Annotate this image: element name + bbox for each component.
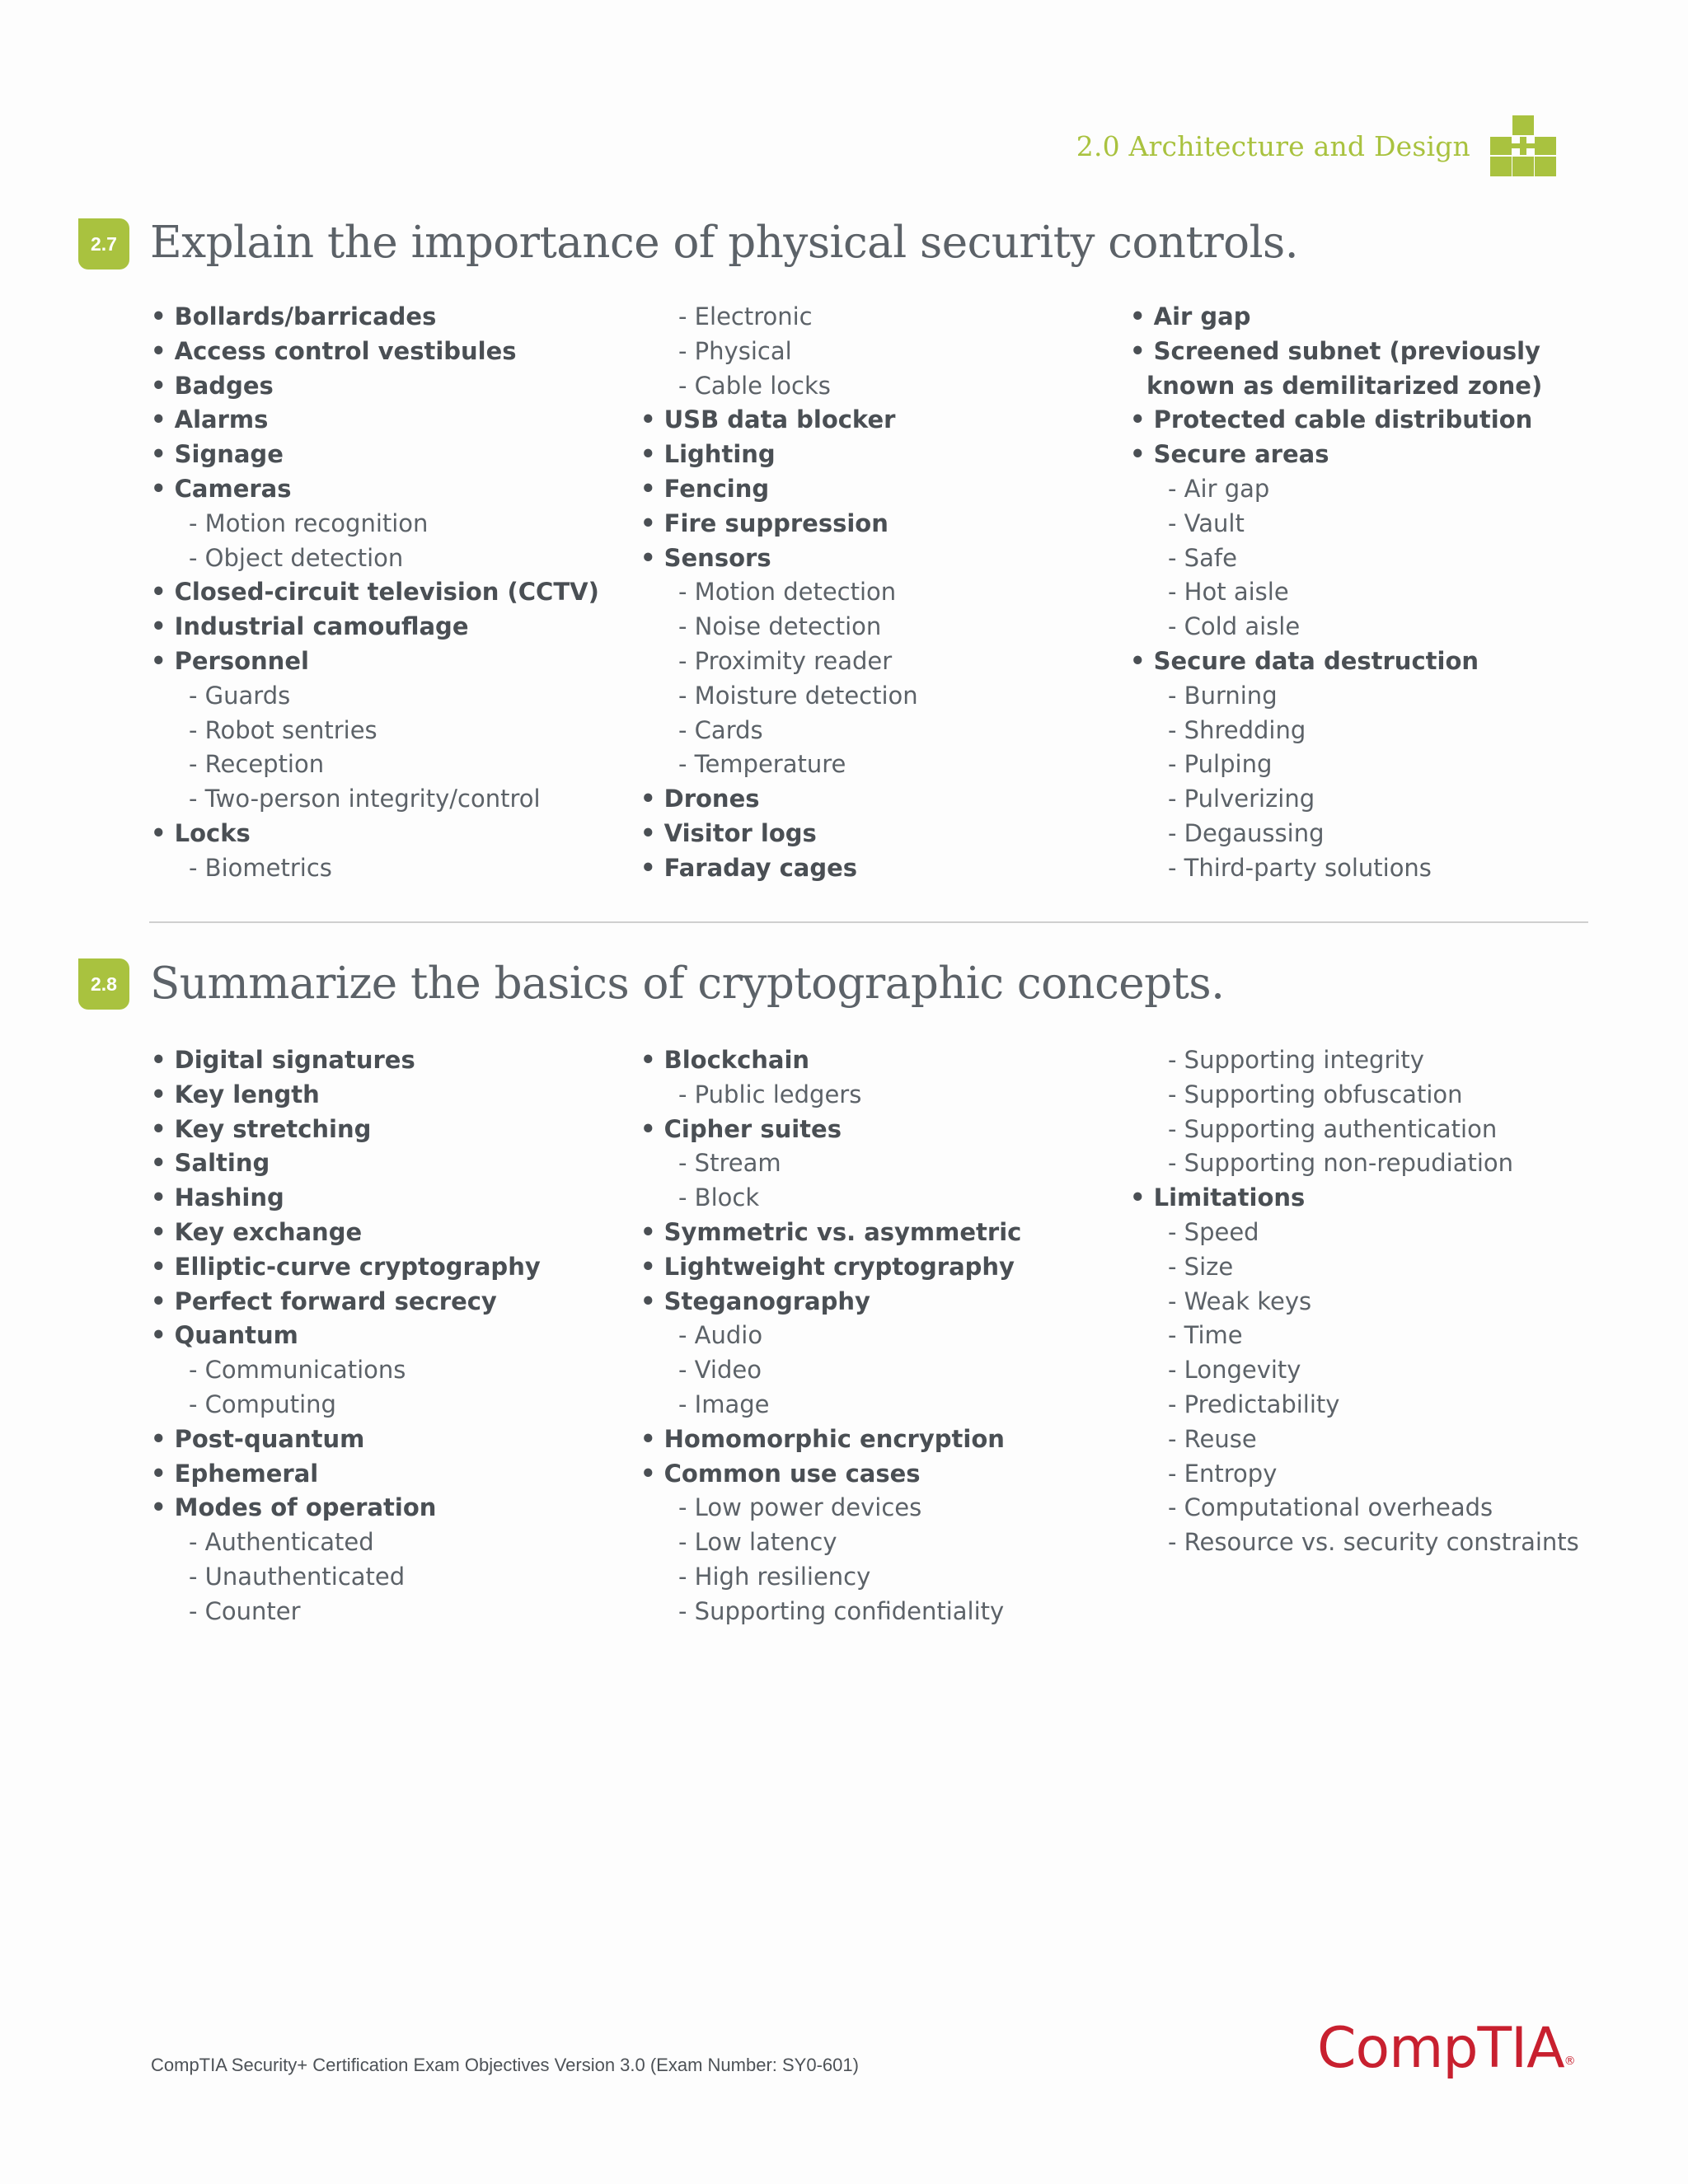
subtopic-item: - Supporting authentication	[1168, 1114, 1498, 1143]
topic-item: • Industrial camouflage	[151, 612, 469, 641]
pyramid-blocks-icon	[1490, 115, 1556, 176]
logo-text: CompTIA	[1317, 2016, 1564, 2081]
subtopic-item: - Vault	[1168, 509, 1245, 537]
topic-item: • Bollards/barricades	[151, 302, 437, 330]
topic-item: • Elliptic-curve cryptography	[151, 1252, 541, 1281]
topic-column-3	[1130, 1043, 1579, 1560]
topic-item: • Signage	[151, 440, 284, 469]
topic-item: • Blockchain	[640, 1046, 810, 1074]
subtopic-item: - Two-person integrity/control	[189, 785, 541, 813]
subtopic-item: - Temperature	[678, 750, 846, 779]
subtopic-item: - Proximity reader	[678, 646, 893, 675]
subtopic-item: - Stream	[678, 1149, 781, 1178]
topic-item: • Post-quantum	[151, 1424, 365, 1453]
subtopic-item: - Low power devices	[678, 1493, 922, 1522]
subtopic-item: - Counter	[189, 1596, 301, 1625]
subtopic-item: - Air gap	[1168, 474, 1270, 503]
subtopic-item: - Motion recognition	[189, 509, 429, 537]
topic-item: • Salting	[151, 1149, 270, 1178]
topic-item: • Closed-circuit television (CCTV)	[151, 578, 599, 607]
page-header	[1076, 115, 1556, 176]
topic-item: • Key exchange	[151, 1217, 363, 1246]
topic-column-1	[151, 300, 599, 886]
topic-item: • Limitations	[1130, 1183, 1306, 1212]
subtopic-item: - Resource vs. security constraints	[1168, 1528, 1579, 1557]
subtopic-item: - Motion detection	[678, 578, 897, 607]
subtopic-item: - Audio	[678, 1321, 763, 1350]
comptia-logo	[1317, 2016, 1575, 2081]
domain-title: 2.0 Architecture and Design	[1076, 129, 1470, 162]
subtopic-item: - Time	[1168, 1321, 1243, 1350]
topic-item: • Screened subnet (previously	[1130, 336, 1540, 365]
subtopic-item: - Size	[1168, 1252, 1234, 1281]
topic-column-3	[1130, 300, 1542, 886]
topic-item: • Drones	[640, 785, 760, 813]
subtopic-item: - Burning	[1168, 681, 1278, 710]
subtopic-item: - Moisture detection	[678, 681, 918, 710]
topic-item: • Common use cases	[640, 1459, 921, 1488]
subtopic-item: - Safe	[1168, 543, 1237, 572]
subtopic-item: - Cable locks	[678, 371, 831, 400]
section-divider	[149, 921, 1588, 923]
subtopic-item: - Communications	[189, 1356, 406, 1385]
topic-item: • Fire suppression	[640, 509, 889, 537]
topic-item: • Faraday cages	[640, 853, 858, 882]
topic-item: • Key length	[151, 1080, 320, 1108]
topic-item: • Sensors	[640, 543, 771, 572]
subtopic-item: - Supporting confidentiality	[678, 1596, 1005, 1625]
subtopic-item: - Block	[678, 1183, 760, 1212]
objective-number-badge: 2.8	[78, 958, 129, 1010]
topic-item: • Alarms	[151, 405, 269, 434]
topic-item: • Visitor logs	[640, 818, 817, 847]
topic-item: • Hashing	[151, 1183, 284, 1212]
subtopic-item: - Guards	[189, 681, 291, 710]
topic-item: • Modes of operation	[151, 1493, 437, 1522]
topic-item: • Access control vestibules	[151, 336, 517, 365]
subtopic-item: - Noise detection	[678, 612, 882, 641]
subtopic-item: - Electronic	[678, 302, 813, 330]
subtopic-item: - Cold aisle	[1168, 612, 1301, 641]
subtopic-item: - Authenticated	[189, 1528, 374, 1557]
subtopic-item: - Object detection	[189, 543, 404, 572]
subtopic-item: - Hot aisle	[1168, 578, 1289, 607]
topic-item: • Air gap	[1130, 302, 1251, 330]
subtopic-item: - Supporting obfuscation	[1168, 1080, 1463, 1108]
objective-title: Summarize the basics of cryptographic concepts.	[150, 958, 1225, 1009]
topic-item: • Personnel	[151, 646, 309, 675]
registered-mark: ®	[1564, 2055, 1575, 2068]
subtopic-item: - Shredding	[1168, 715, 1306, 744]
subtopic-item: - Reception	[189, 750, 325, 779]
subtopic-item: - Pulping	[1168, 750, 1273, 779]
objective-title: Explain the importance of physical security controls.	[150, 218, 1299, 268]
subtopic-item: - Video	[678, 1356, 762, 1385]
topic-item: • Cameras	[151, 474, 292, 503]
subtopic-item: - Entropy	[1168, 1459, 1278, 1488]
subtopic-item: - Longevity	[1168, 1356, 1301, 1385]
subtopic-item: - Weak keys	[1168, 1286, 1312, 1315]
subtopic-item: - Low latency	[678, 1528, 837, 1557]
topic-item: • USB data blocker	[640, 405, 896, 434]
topic-item: • Secure areas	[1130, 440, 1329, 469]
topic-item: • Protected cable distribution	[1130, 405, 1533, 434]
subtopic-item: - Computational overheads	[1168, 1493, 1493, 1522]
topic-column-2	[640, 300, 918, 886]
topic-item: • Cipher suites	[640, 1114, 842, 1143]
subtopic-item: - Reuse	[1168, 1424, 1257, 1453]
subtopic-item: - Predictability	[1168, 1390, 1340, 1418]
subtopic-item: - Image	[678, 1390, 770, 1418]
topic-item: • Badges	[151, 371, 274, 400]
subtopic-item: - Unauthenticated	[189, 1562, 406, 1591]
topic-item: • Steganography	[640, 1286, 870, 1315]
topic-item: • Locks	[151, 818, 251, 847]
objective-number-badge: 2.7	[78, 218, 129, 269]
subtopic-item: - High resiliency	[678, 1562, 871, 1591]
subtopic-item: - Supporting non-repudiation	[1168, 1149, 1514, 1178]
footer-exam-objectives: CompTIA Security+ Certification Exam Objectives Version 3.0 (Exam Number: SY0-601)	[151, 2055, 859, 2075]
subtopic-item: - Computing	[189, 1390, 336, 1418]
subtopic-item: - Supporting integrity	[1168, 1046, 1424, 1074]
subtopic-item: - Robot sentries	[189, 715, 377, 744]
topic-item: • Fencing	[640, 474, 770, 503]
subtopic-item: - Speed	[1168, 1217, 1259, 1246]
subtopic-item: - Biometrics	[189, 853, 332, 882]
subtopic-item: - Pulverizing	[1168, 785, 1315, 813]
topic-column-2	[640, 1043, 1021, 1629]
topic-item: • Secure data destruction	[1130, 646, 1479, 675]
topic-item: • Symmetric vs. asymmetric	[640, 1217, 1022, 1246]
topic-item: • Quantum	[151, 1321, 298, 1350]
topic-item: • Ephemeral	[151, 1459, 319, 1488]
topic-item: • Digital signatures	[151, 1046, 415, 1074]
subtopic-item: - Third-party solutions	[1168, 853, 1432, 882]
topic-item: known as demilitarized zone)	[1146, 371, 1543, 400]
subtopic-item: - Public ledgers	[678, 1080, 862, 1108]
subtopic-item: - Degaussing	[1168, 818, 1325, 847]
topic-item: • Key stretching	[151, 1114, 372, 1143]
topic-item: • Lightweight cryptography	[640, 1252, 1015, 1281]
topic-item: • Lighting	[640, 440, 776, 469]
subtopic-item: - Cards	[678, 715, 763, 744]
topic-item: • Perfect forward secrecy	[151, 1286, 497, 1315]
topic-column-1	[151, 1043, 541, 1629]
topic-item: • Homomorphic encryption	[640, 1424, 1005, 1453]
subtopic-item: - Physical	[678, 336, 792, 365]
